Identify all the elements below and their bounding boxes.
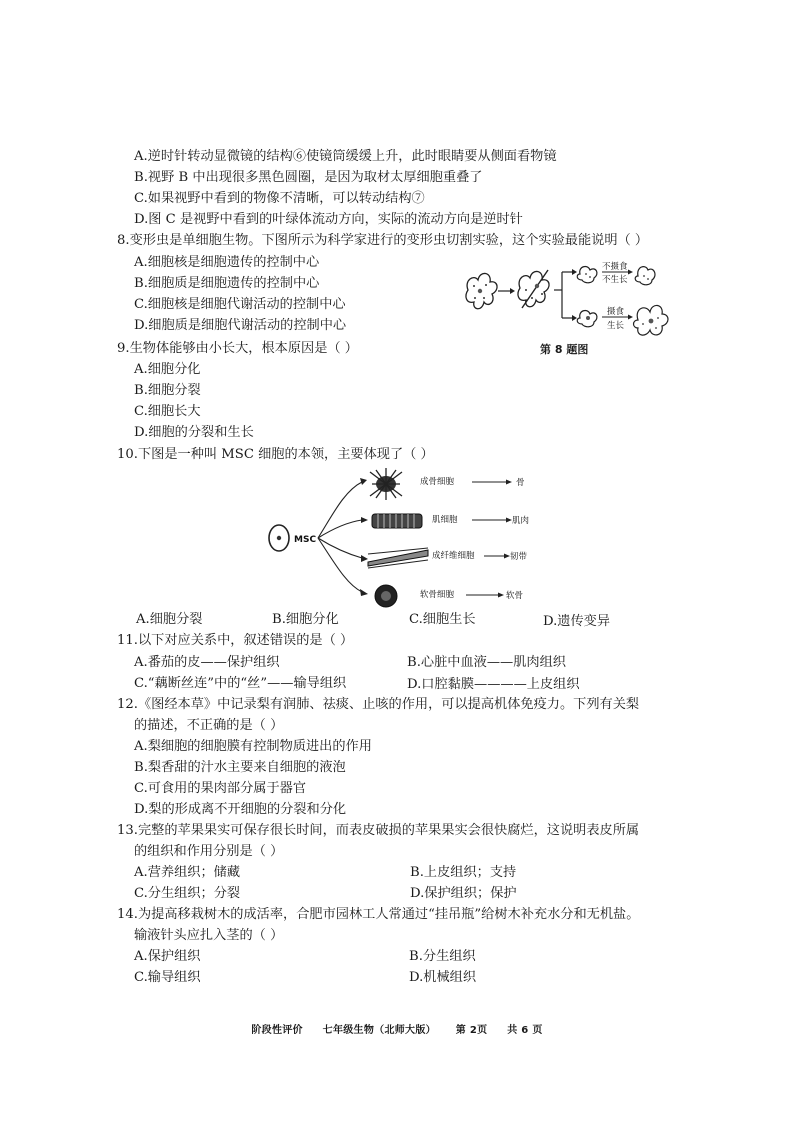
q14-stem-line2: 输液针头应扎入茎的（ ） xyxy=(134,928,284,943)
q14-option-b: B.分生组织 xyxy=(409,949,476,964)
q14-option-d: D.机械组织 xyxy=(409,970,477,985)
bone-cell-icon xyxy=(370,468,402,500)
amoeba-fragment-no-nucleus-icon xyxy=(577,267,597,283)
q9-option-c: C.细胞长大 xyxy=(134,404,201,419)
q10-msc-label: MSC xyxy=(294,535,317,545)
footer-subject: 七年级生物（北师大版） xyxy=(322,1025,436,1036)
q10-cell-label-1: 肌细胞 xyxy=(432,515,458,525)
q8-top-label-1: 不摄食 xyxy=(602,262,628,272)
q8-amoeba-figure xyxy=(462,258,672,342)
q11-option-a: A.番茄的皮——保护组织 xyxy=(134,655,280,670)
q11-option-d: D.口腔黏膜————上皮组织 xyxy=(407,677,580,692)
q10-stem: 10.下图是一种叫 MSC 细胞的本领，主要体现了（ ） xyxy=(117,447,434,462)
q10-option-b: B.细胞分化 xyxy=(272,612,339,627)
q9-option-b: B.细胞分裂 xyxy=(134,383,201,398)
q13-stem-line2: 的组织和作用分别是（ ） xyxy=(134,844,284,859)
q8-option-c: C.细胞核是细胞代谢活动的控制中心 xyxy=(134,297,346,312)
fibroblast-cell-icon xyxy=(368,548,428,568)
q8-stem: 8.变形虫是单细胞生物。下图所示为科学家进行的变形虫切割实验，这个实验最能说明（ ） xyxy=(117,233,649,248)
q8-top-label-2: 不生长 xyxy=(602,275,628,285)
q8-bottom-label-2: 生长 xyxy=(607,321,625,331)
amoeba-fragment-result-top-icon xyxy=(635,267,655,285)
q14-option-c: C.输导组织 xyxy=(134,970,201,985)
q8-option-d: D.细胞质是细胞代谢活动的控制中心 xyxy=(134,318,347,333)
q13-option-a: A.营养组织；储藏 xyxy=(134,865,241,880)
footer-page-number: 第 2页 xyxy=(455,1025,488,1036)
q11-stem: 11.以下对应关系中，叙述错误的是（ ） xyxy=(117,633,354,648)
q10-cell-label-0: 成骨细胞 xyxy=(420,477,455,487)
q9-option-d: D.细胞的分裂和生长 xyxy=(134,425,254,440)
q10-product-label-3: 软骨 xyxy=(506,591,524,601)
q12-option-b: B.梨香甜的汁水主要来自细胞的液泡 xyxy=(134,760,346,775)
q10-option-c: C.细胞生长 xyxy=(409,612,476,627)
q8-option-a: A.细胞核是细胞遗传的控制中心 xyxy=(134,255,320,270)
q10-cell-label-3: 软骨细胞 xyxy=(420,590,455,600)
q14-stem-line1: 14.为提高移栽树木的成活率，合肥市园林工人常通过“挂吊瓶”给树木补充水分和无机盐。 xyxy=(117,907,640,922)
q7-option-b: B.视野 B 中出现很多黑色圆圈，是因为取材太厚细胞重叠了 xyxy=(134,170,483,185)
q9-stem: 9.生物体能够由小长大，根本原因是（ ） xyxy=(117,341,358,356)
q13-stem-line1: 13.完整的苹果果实可保存很长时间，而表皮破损的苹果果实会很快腐烂，这说明表皮所属 xyxy=(117,823,640,838)
q12-option-a: A.梨细胞的细胞膜有控制物质进出的作用 xyxy=(134,739,372,754)
q13-option-b: B.上皮组织；支持 xyxy=(410,865,517,880)
q12-stem-line2: 的描述，不正确的是（ ） xyxy=(134,718,284,733)
q10-product-label-0: 骨 xyxy=(516,478,525,488)
q7-option-d: D.图 C 是视野中看到的叶绿体流动方向，实际的流动方向是逆时针 xyxy=(134,212,523,227)
q13-option-d: D.保护组织；保护 xyxy=(410,886,517,901)
q11-option-b: B.心脏中血液——肌肉组织 xyxy=(407,655,566,670)
q8-bottom-label-1: 摄食 xyxy=(607,307,625,317)
q12-option-c: C.可食用的果肉部分属于器官 xyxy=(134,781,307,796)
q10-option-a: A.细胞分裂 xyxy=(136,612,203,627)
q10-msc-figure xyxy=(262,466,532,610)
q13-option-c: C.分生组织；分裂 xyxy=(134,886,241,901)
q14-option-a: A.保护组织 xyxy=(134,949,201,964)
q8-figure-caption: 第 8 题图 xyxy=(540,343,589,356)
amoeba-cut-icon xyxy=(518,271,549,306)
q10-option-d: D.遗传变异 xyxy=(543,614,611,629)
q10-product-label-2: 韧带 xyxy=(510,552,528,562)
footer-exam: 阶段性评价 xyxy=(251,1025,303,1036)
page-footer xyxy=(0,1021,794,1036)
q12-option-d: D.梨的形成离不开细胞的分裂和分化 xyxy=(134,802,347,817)
cartilage-cell-icon xyxy=(375,585,397,607)
q7-option-c: C.如果视野中看到的物像不清晰，可以转动结构⑦ xyxy=(134,191,425,206)
q8-option-b: B.细胞质是细胞遗传的控制中心 xyxy=(134,276,320,291)
q12-stem-line1: 12.《图经本草》中记录梨有润肺、祛痰、止咳的作用，可以提高机体免疫力。下列有关梨 xyxy=(117,697,640,712)
q11-option-c: C.“藕断丝连”中的“丝”——输导组织 xyxy=(134,676,347,691)
q10-product-label-1: 肌肉 xyxy=(512,516,530,526)
muscle-cell-icon xyxy=(372,514,422,528)
footer-total-pages: 共 6 页 xyxy=(507,1025,543,1036)
q7-option-a: A.逆时针转动显微镜的结构⑥使镜筒缓缓上升，此时眼睛要从侧面看物镜 xyxy=(134,149,557,164)
q10-cell-label-2: 成纤维细胞 xyxy=(432,551,475,561)
q9-option-a: A.细胞分化 xyxy=(134,362,201,377)
